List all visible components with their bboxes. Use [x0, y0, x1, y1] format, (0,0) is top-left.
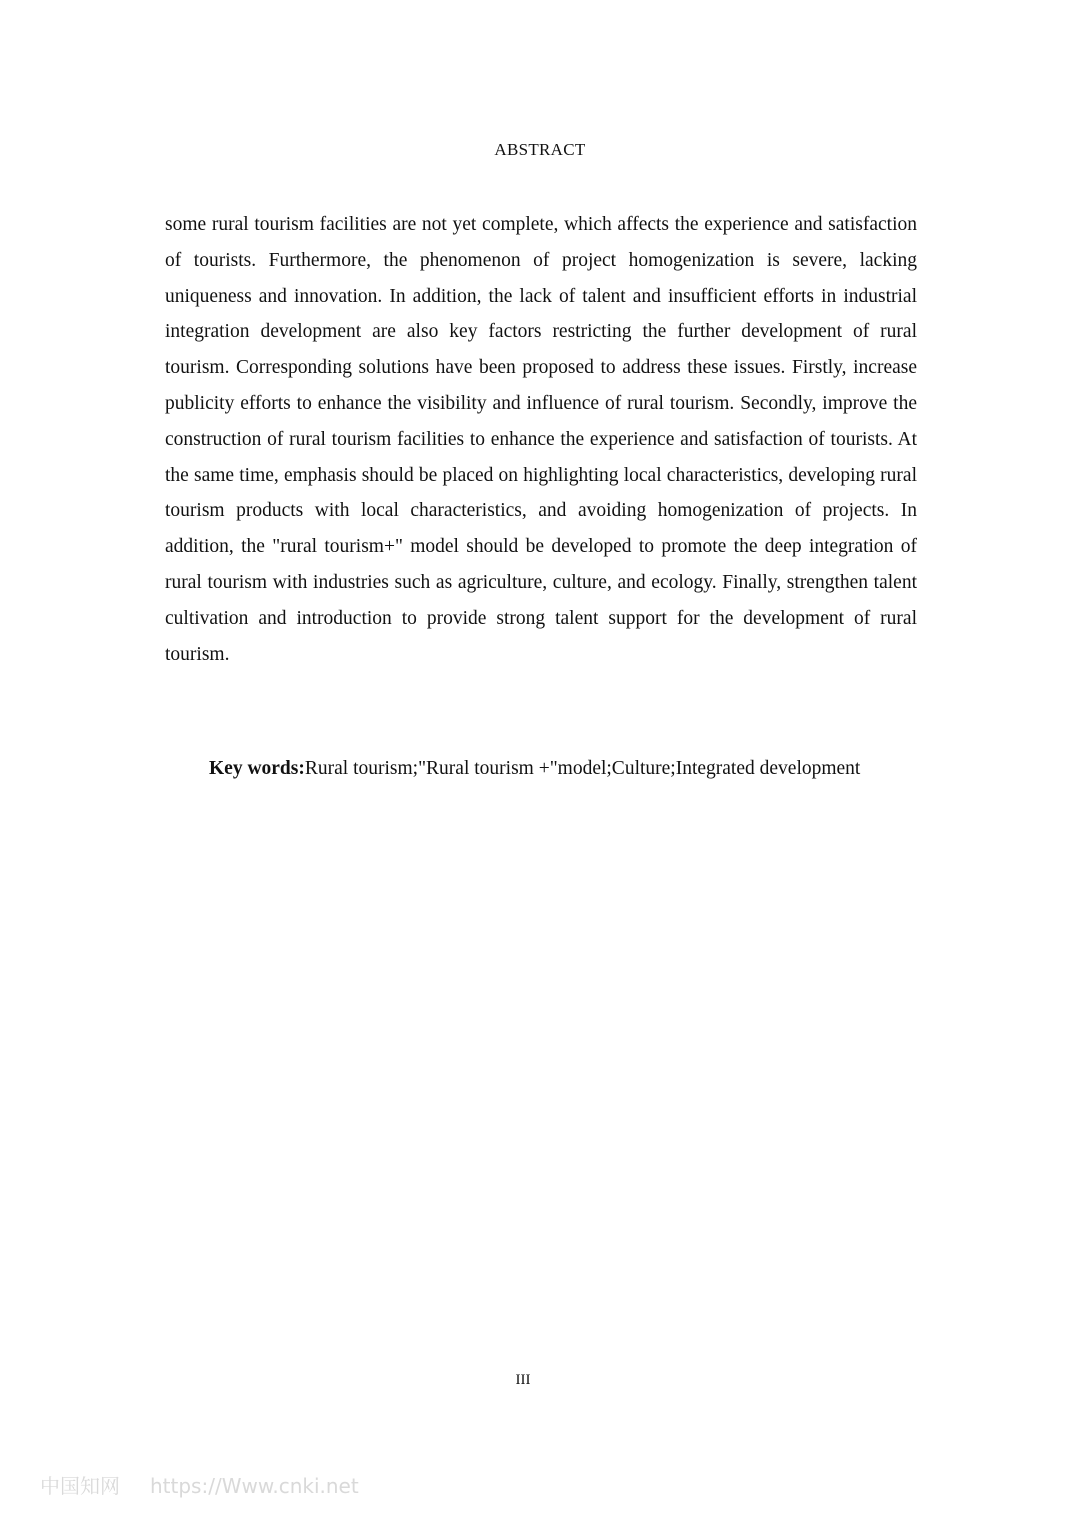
abstract-paragraph: some rural tourism facilities are not yet complete, which affects the experience and satisfaction of tourists. Furthermore, the phenomenon of project homogenization is severe, lacking uniqueness and innovation. In addition, the lack of talent and insufficient efforts in industrial integration development are also key factors restricting the further development of rural tourism. Corresponding solutions have been proposed to address these issues. Firstly, increase publicity efforts to enhance the visibility and influence of rural tourism. Secondly, improve the construction of rural tourism facilities to enhance the experience and satisfaction of tourists. At the same time, emphasis should be placed on highlighting local characteristics, developing rural tourism products with local characteristics, and avoiding homogenization of projects. In addition, the "rural tourism+" model should be developed to promote the deep integration of rural tourism with industries such as agriculture, culture, and ecology. Finally, strengthen talent cultivation and introduction to provide strong talent support for the development of rural tourism. [165, 214, 917, 665]
keywords-text: Rural tourism;"Rural tourism +"model;Culture;Integrated development [304, 758, 861, 779]
keywords-line [165, 752, 917, 785]
keywords-label: Key words: [209, 758, 305, 779]
page-number: III [515, 1372, 531, 1388]
cnki-watermark [40, 1470, 359, 1499]
watermark-brand: 中国知网 [40, 1474, 120, 1498]
page-title: ABSTRACT [494, 140, 586, 159]
watermark-url: https://Www.cnki.net [150, 1474, 359, 1498]
